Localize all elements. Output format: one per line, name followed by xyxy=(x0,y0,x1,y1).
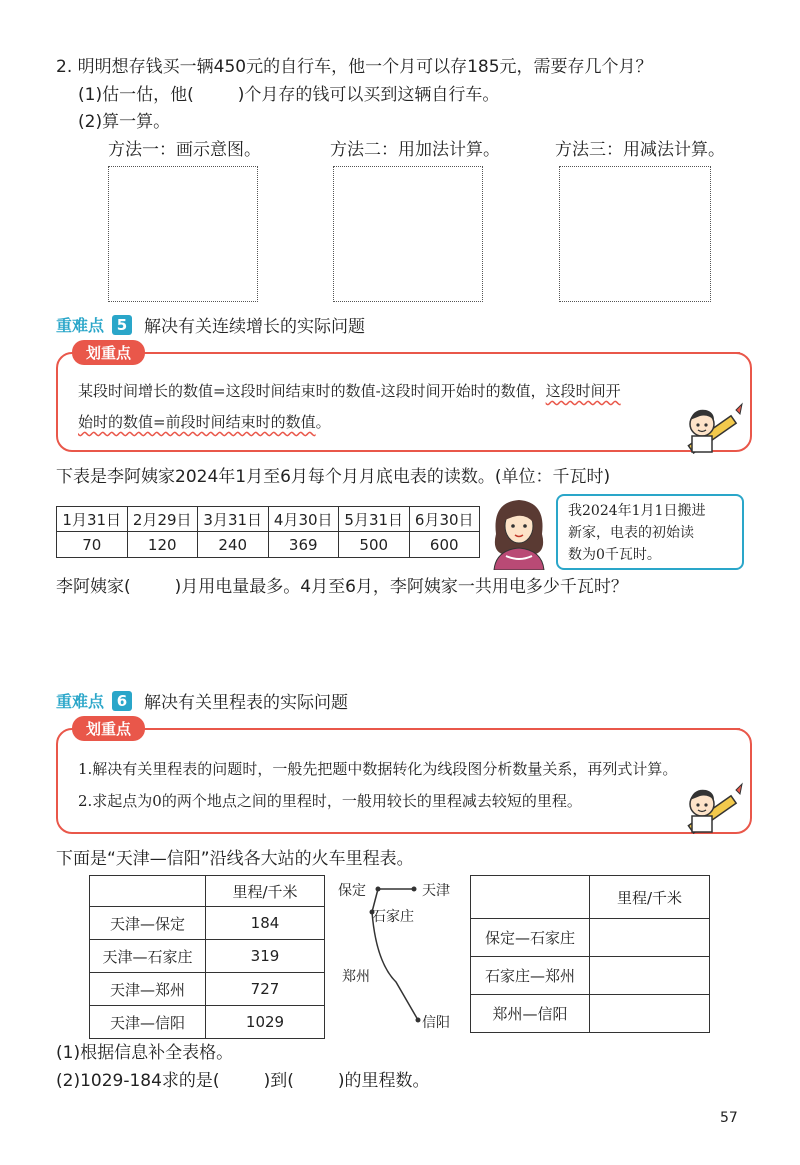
method-1-label: 方法一：画示意图。 xyxy=(108,140,261,160)
method-2-answer-box[interactable] xyxy=(333,166,483,302)
table-header-cell: 2月29日 xyxy=(127,507,198,532)
section-title: 解决有关连续增长的实际问题 xyxy=(144,317,366,337)
bubble-line: 数为0千瓦时。 xyxy=(568,547,661,563)
key-point-line-1: 1.解决有关里程表的问题时，一般先把题中数据转化为线段图分析数量关系，再列式计算。 xyxy=(78,760,678,778)
section-label: 重难点 xyxy=(56,692,105,711)
table-value-cell: 70 xyxy=(57,532,128,558)
speech-bubble xyxy=(556,494,744,570)
table-value-cell: 120 xyxy=(127,532,198,558)
page-number: 57 xyxy=(720,1110,738,1126)
question-2-sub1: (1)估一估，他( )个月存的钱可以买到这辆自行车。 xyxy=(78,85,500,105)
section-number: 5 xyxy=(112,315,132,335)
city-label: 保定 xyxy=(338,883,366,899)
tag-rule xyxy=(160,352,740,354)
table-value-cell: 369 xyxy=(268,532,339,558)
table-header-cell: 5月31日 xyxy=(339,507,410,532)
key-point-tag: 划重点 xyxy=(72,716,145,741)
km-cell: 319 xyxy=(206,940,325,973)
key-point-line-2: 始时的数值=前段时间结束时的数值。 xyxy=(78,413,331,431)
method-3-label: 方法三：用减法计算。 xyxy=(555,140,725,160)
method-1-answer-box[interactable] xyxy=(108,166,258,302)
key-point-line-2: 2.求起点为0的两个地点之间的里程时，一般用较长的里程减去较短的里程。 xyxy=(78,792,582,810)
station-dot xyxy=(416,1018,421,1023)
key-point-box-6 xyxy=(56,728,752,834)
table-header-cell: 6月30日 xyxy=(409,507,480,532)
station-dot xyxy=(376,887,381,892)
method-2-label: 方法二：用加法计算。 xyxy=(330,140,500,160)
km-cell: 1029 xyxy=(206,1006,325,1039)
route-cell: 郑州—信阳 xyxy=(471,995,590,1033)
route-cell: 天津—信阳 xyxy=(90,1006,206,1039)
section-6-intro: 下面是“天津—信阳”沿线各大站的火车里程表。 xyxy=(56,849,414,869)
km-answer-cell[interactable] xyxy=(590,957,710,995)
bubble-line: 新家，电表的初始读 xyxy=(568,525,694,541)
table-header-cell: 1月31日 xyxy=(57,507,128,532)
question-2-text: 2. 明明想存钱买一辆450元的自行车，他一个月可以存185元，需要存几个月？ xyxy=(56,57,653,77)
table-corner-cell xyxy=(471,876,590,919)
route-cell: 天津—石家庄 xyxy=(90,940,206,973)
section-title: 解决有关里程表的实际问题 xyxy=(144,693,349,713)
route-cell: 天津—郑州 xyxy=(90,973,206,1006)
section-label: 重难点 xyxy=(56,316,105,335)
table-header-cell: 3月31日 xyxy=(198,507,269,532)
mileage-table xyxy=(89,875,325,1039)
mileage-fill-table xyxy=(470,875,710,1033)
section-5-heading xyxy=(56,312,365,337)
section-5-intro: 下表是李阿姨家2024年1月至6月每个月月底电表的读数。(单位：千瓦时) xyxy=(56,467,611,487)
woman-avatar-icon xyxy=(486,494,552,570)
km-cell: 184 xyxy=(206,907,325,940)
key-point-line-1: 某段时间增长的数值=这段时间结束时的数值-这段时间开始时的数值，这段时间开 xyxy=(78,382,621,400)
section-6-heading xyxy=(56,688,348,713)
section-6-sub2: (2)1029-184求的是( )到( )的里程数。 xyxy=(56,1071,430,1091)
tag-rule xyxy=(160,728,740,730)
table-value-cell: 500 xyxy=(339,532,410,558)
question-2-sub2: (2)算一算。 xyxy=(78,112,171,132)
city-label: 天津 xyxy=(422,883,450,899)
km-answer-cell[interactable] xyxy=(590,919,710,957)
table-corner-cell xyxy=(90,876,206,907)
route-cell: 石家庄—郑州 xyxy=(471,957,590,995)
km-answer-cell[interactable] xyxy=(590,995,710,1033)
meter-reading-table xyxy=(56,506,480,558)
table-header-cell: 里程/千米 xyxy=(206,876,325,907)
station-dot xyxy=(412,887,417,892)
section-number: 6 xyxy=(112,691,132,711)
route-cell: 保定—石家庄 xyxy=(471,919,590,957)
city-label: 信阳 xyxy=(422,1015,450,1031)
km-cell: 727 xyxy=(206,973,325,1006)
city-label: 郑州 xyxy=(342,969,370,985)
method-3-answer-box[interactable] xyxy=(559,166,711,302)
table-header-cell: 4月30日 xyxy=(268,507,339,532)
section-6-sub1: (1)根据信息补全表格。 xyxy=(56,1043,234,1063)
boy-with-pencil-icon xyxy=(678,398,744,454)
bubble-line: 我2024年1月1日搬进 xyxy=(568,503,706,519)
boy-with-pencil-icon xyxy=(678,778,744,834)
table-header-cell: 里程/千米 xyxy=(590,876,710,919)
key-point-tag: 划重点 xyxy=(72,340,145,365)
key-point-box-5 xyxy=(56,352,752,452)
table-value-cell: 240 xyxy=(198,532,269,558)
city-label: 石家庄 xyxy=(372,909,414,925)
table-value-cell: 600 xyxy=(409,532,480,558)
route-cell: 天津—保定 xyxy=(90,907,206,940)
section-5-question: 李阿姨家( )月用电量最多。4月至6月，李阿姨家一共用电多少千瓦时？ xyxy=(56,577,628,597)
